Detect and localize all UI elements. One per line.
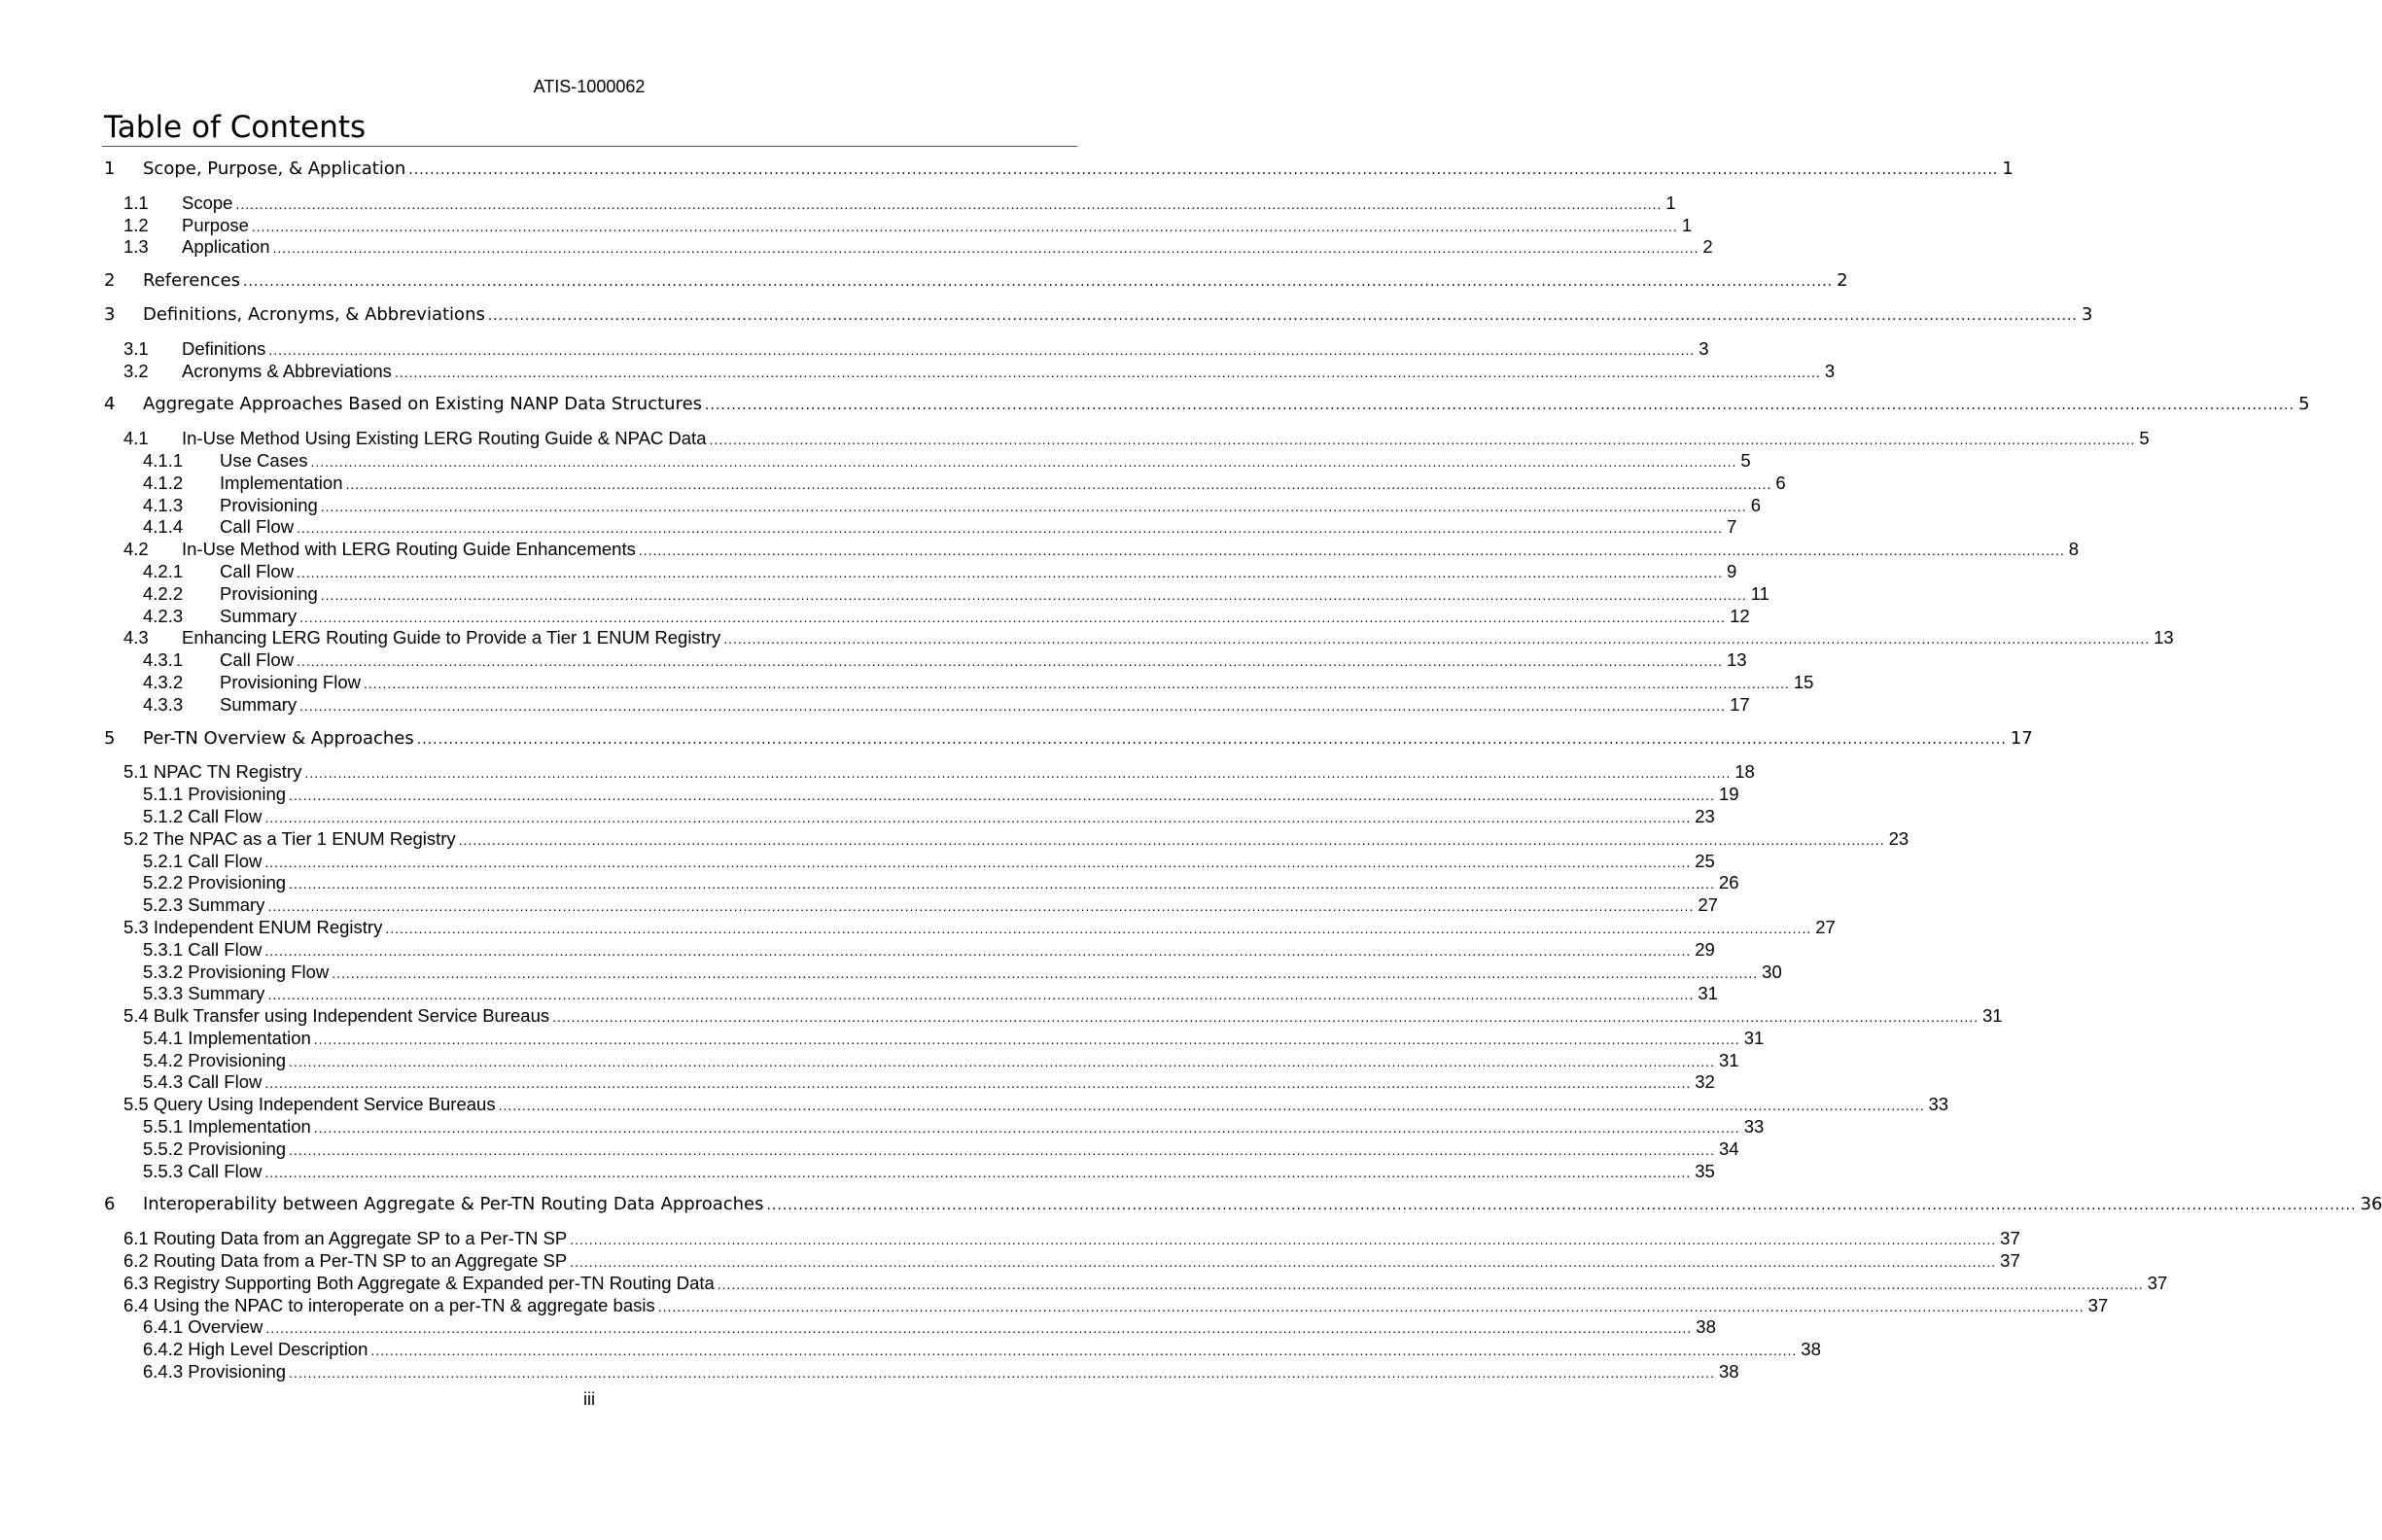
toc-entry-number: 1.3 [123,236,149,258]
toc-entry-number: 4.1.3 [143,494,184,515]
toc-entry-title: Per-TN Overview & Approaches [143,728,417,751]
toc-entry[interactable] [0,983,1718,1005]
toc-entry[interactable] [0,472,1786,495]
toc-entry[interactable] [0,236,1713,259]
toc-entry-number: 4.2.2 [143,582,184,604]
toc-entry-page: 5 [2294,394,2309,416]
toc-entry-title: 5.4.1 Implementation [143,1028,314,1050]
dot-leader: ............................................................................................................................................................................................................................................................................................................ [289,788,1715,804]
dot-leader: ............................................................................................................................................................................................................................................................................................................ [458,831,1885,848]
toc-entry-page: 3 [1821,361,1835,383]
toc-entry-number: 4 [104,394,116,415]
dot-leader: ............................................................................................................................................................................................................................................................................................................ [310,453,1737,470]
dot-leader: ............................................................................................................................................................................................................................................................................................................ [289,1365,1715,1382]
toc-entry-page: 31 [1715,1050,1739,1072]
dot-leader: ............................................................................................................................................................................................................................................................................................................ [705,398,2295,414]
dot-leader: ............................................................................................................................................................................................................................................................................................................ [370,1343,1798,1359]
toc-entry-title: 5.2 The NPAC as a Tier 1 ENUM Registry [123,828,459,851]
toc-entry-page: 31 [1694,983,1718,1005]
dot-leader: ............................................................................................................................................................................................................................................................................................................ [385,920,1812,936]
toc-entry[interactable] [0,671,1814,694]
toc-entry-number: 4.3.3 [143,693,184,715]
toc-entry-title: Use Cases [220,450,310,472]
toc-entry-number: 4.2.3 [143,605,184,626]
toc-entry[interactable] [0,449,1751,472]
toc-entry-page: 37 [1996,1228,2020,1250]
dot-leader: ............................................................................................................................................................................................................................................................................................................ [297,520,1723,537]
dot-leader: ............................................................................................................................................................................................................................................................................................................ [332,964,1759,981]
dot-leader: ............................................................................................................................................................................................................................................................................................................ [313,1031,1740,1047]
toc-entry-title: 6.3 Registry Supporting Both Aggregate & Expanded per-TN Routing Data [123,1273,718,1295]
toc-entry-title: 5.1.2 Call Flow [143,806,264,828]
toc-entry-page: 23 [1691,806,1715,828]
toc-entry-title: Definitions, Acronyms, & Abbreviations [143,304,488,327]
toc-entry-number: 3.1 [123,337,149,359]
toc-entry[interactable] [0,1071,1715,1094]
toc-entry[interactable] [0,784,1739,806]
dot-leader: ............................................................................................................................................................................................................................................................................................................ [638,542,2065,559]
dot-leader: ............................................................................................................................................................................................................................................................................................................ [267,987,1695,1003]
toc-entry-title: Call Flow [220,649,297,672]
toc-entry-page: 25 [1691,851,1715,873]
toc-entry-number: 4.1.1 [143,449,184,471]
dot-leader: ............................................................................................................................................................................................................................................................................................................ [313,1120,1740,1137]
toc-entry-title: 5.5.2 Provisioning [143,1138,289,1161]
toc-entry-page: 37 [2084,1295,2109,1317]
toc-entry-number: 3 [104,303,116,325]
toc-entry-title: 5.1 NPAC TN Registry [123,761,304,784]
toc-entry-title: 5.5.3 Call Flow [143,1161,264,1183]
toc-entry[interactable] [0,916,1836,939]
toc-entry[interactable] [0,1094,1949,1116]
dot-leader: ............................................................................................................................................................................................................................................................................................................ [297,653,1723,670]
toc-entry-page: 38 [1797,1339,1821,1361]
dot-leader: ............................................................................................................................................................................................................................................................................................................ [363,675,1790,691]
toc-entry-title: 5.2.2 Provisioning [143,872,289,894]
toc-entry-page: 26 [1715,872,1739,894]
toc-entry[interactable] [0,1361,1739,1383]
toc-entry-page: 6 [1747,495,1761,517]
toc-entry[interactable] [0,850,1715,873]
toc-entry[interactable] [0,560,1737,583]
dot-leader: ............................................................................................................................................................................................................................................................................................................ [345,475,1772,492]
toc-entry-title: 6.4.3 Provisioning [143,1361,289,1383]
toc-entry[interactable] [0,192,1676,215]
toc-entry[interactable] [0,270,1848,293]
toc-entry[interactable] [0,693,1750,717]
toc-entry-page: 37 [1996,1250,2020,1273]
toc-entry[interactable] [0,1027,1765,1050]
dot-leader: ............................................................................................................................................................................................................................................................................................................ [264,1075,1692,1092]
toc-entry-number: 2 [104,270,116,292]
toc-entry-page: 37 [2144,1273,2168,1295]
toc-entry-page: 5 [1736,450,1750,472]
toc-entry-title: 5.4.3 Call Flow [143,1071,264,1094]
toc-entry-title: Summary [220,606,299,628]
dot-leader: ............................................................................................................................................................................................................................................................................................................ [272,240,1699,257]
toc-entry-page: 18 [1731,761,1755,784]
toc-entry-page: 11 [1747,583,1769,606]
toc-entry[interactable] [0,516,1737,539]
toc-entry[interactable] [0,214,1693,237]
toc-entry-title: Provisioning [220,495,321,517]
dot-leader: ............................................................................................................................................................................................................................................................................................................ [235,195,1663,212]
toc-entry-title: Call Flow [220,516,297,539]
toc-entry[interactable] [0,649,1747,672]
toc-entry[interactable] [0,1339,1821,1361]
dot-leader: ............................................................................................................................................................................................................................................................................................................ [766,1198,2357,1214]
toc-entry-title: Aggregate Approaches Based on Existing NANP Data Structures [143,394,705,416]
dot-leader: ............................................................................................................................................................................................................................................................................................................ [265,1320,1693,1337]
toc-entry-page: 7 [1723,516,1736,539]
dot-leader: ............................................................................................................................................................................................................................................................................................................ [416,731,2007,748]
toc-entry-title: Purpose [182,215,252,237]
toc-entry-number: 3.2 [123,360,149,381]
toc-entry-title: 5.3.2 Provisioning Flow [143,962,332,984]
toc-entry-title: In-Use Method with LERG Routing Guide Enhancements [182,539,639,561]
toc-entry-title: Acronyms & Abbreviations [182,361,395,383]
toc-entry-page: 1 [1662,192,1675,215]
toc-entry[interactable] [0,1316,1716,1339]
toc-entry[interactable] [0,360,1836,383]
dot-leader: ............................................................................................................................................................................................................................................................................................................ [289,1141,1715,1158]
dot-leader: ............................................................................................................................................................................................................................................................................................................ [267,898,1695,915]
toc-entry-page: 9 [1723,561,1736,583]
toc-entry-title: 6.2 Routing Data from a Per-TN SP to an Aggregate SP [123,1250,570,1273]
dot-leader: ............................................................................................................................................................................................................................................................................................................ [394,364,1821,380]
toc-entry-title: 6.4 Using the NPAC to interoperate on a per-TN & aggregate basis [123,1295,658,1317]
toc-entry-page: 2 [1699,236,1712,259]
toc-entry-page: 6 [1771,472,1785,495]
toc-entry-number: 4.2 [123,539,149,560]
toc-entry-title: 5.5.1 Implementation [143,1116,314,1138]
toc-entry-page: 38 [1692,1316,1716,1339]
page-number: iii [583,1389,595,1409]
toc-entry-page: 8 [2065,539,2079,561]
toc-entry-page: 19 [1715,784,1739,806]
toc-entry-page: 27 [1694,894,1718,917]
dot-leader: ............................................................................................................................................................................................................................................................................................................ [304,765,1732,782]
toc-title: Table of Contents [104,110,367,145]
toc-entry-title: Scope [182,192,235,215]
toc-entry[interactable] [0,337,1709,361]
toc-entry[interactable] [0,827,1909,851]
toc-entry-page: 33 [1924,1094,1948,1116]
toc-entry-title: Provisioning Flow [220,672,364,694]
toc-entry-title: 5.4.2 Provisioning [143,1050,289,1072]
toc-entry-page: 5 [2135,428,2149,450]
toc-entry-page: 2 [1833,270,1847,293]
toc-entry-number: 4.3.2 [143,671,184,692]
toc-entry-page: 1 [1678,215,1692,237]
toc-entry-title: 6.4.1 Overview [143,1316,265,1339]
toc-entry-title: Application [182,236,273,259]
toc-entry[interactable] [0,961,1782,984]
toc-entry-title: Definitions [182,338,268,361]
toc-entry-title: 5.3 Independent ENUM Registry [123,917,385,939]
toc-entry[interactable] [0,428,2150,450]
toc-entry[interactable] [0,938,1715,962]
dot-leader: ............................................................................................................................................................................................................................................................................................................ [320,498,1747,514]
toc-entry[interactable] [0,539,2080,561]
toc-entry[interactable] [0,605,1750,628]
toc-entry[interactable] [0,627,2174,649]
toc-entry-number: 4.2.1 [143,560,184,581]
toc-entry-page: 17 [1726,694,1750,717]
toc-entry-title: Scope, Purpose, & Application [143,158,408,181]
toc-entry[interactable] [0,727,2033,751]
toc-entry-page: 35 [1691,1161,1715,1183]
toc-entry-page: 29 [1691,939,1715,962]
dot-leader: ............................................................................................................................................................................................................................................................................................................ [408,162,1999,178]
toc-entry[interactable] [0,303,2093,327]
toc-entry-title: Provisioning [220,583,321,606]
toc-entry-number: 4.3.1 [143,649,184,671]
dot-leader: ............................................................................................................................................................................................................................................................................................................ [289,1053,1715,1069]
dot-leader: ............................................................................................................................................................................................................................................................................................................ [570,1232,1997,1248]
toc-entry-page: 1 [1998,158,2013,181]
toc-entry-title: Implementation [220,472,345,495]
toc-entry-page: 23 [1885,828,1909,851]
toc-entry-number: 4.1.4 [143,516,184,538]
toc-entry[interactable] [0,1160,1715,1183]
toc-entry-title: 5.2.3 Summary [143,894,267,917]
dot-leader: ............................................................................................................................................................................................................................................................................................................ [251,218,1678,234]
toc-entry-title: Call Flow [220,561,297,583]
toc-entry-number: 6 [104,1194,116,1215]
toc-entry-page: 3 [1695,338,1708,361]
toc-entry-page: 31 [1979,1005,2003,1028]
toc-entry[interactable] [0,894,1718,917]
dot-leader: ............................................................................................................................................................................................................................................................................................................ [264,854,1692,870]
toc-entry[interactable] [0,805,1715,828]
toc-entry-page: 36 [2357,1194,2382,1216]
toc-entry[interactable] [0,582,1769,606]
toc-entry-page: 32 [1691,1071,1715,1094]
toc-entry[interactable] [0,1049,1739,1072]
dot-leader: ............................................................................................................................................................................................................................................................................................................ [299,697,1727,714]
toc-entry[interactable] [0,1250,2020,1273]
dot-leader: ............................................................................................................................................................................................................................................................................................................ [498,1098,1925,1114]
toc-entry[interactable] [0,158,2014,181]
toc-entry[interactable] [0,1005,2003,1028]
document-id-header: ATIS-1000062 [533,77,646,96]
toc-entry-title: In-Use Method Using Existing LERG Routing Guide & NPAC Data [182,428,709,450]
dot-leader: ............................................................................................................................................................................................................................................................................................................ [709,432,2136,448]
toc-entry-page: 31 [1740,1028,1765,1050]
toc-entry-title: 6.1 Routing Data from an Aggregate SP to a Per-TN SP [123,1228,570,1250]
toc-entry-page: 12 [1726,606,1750,628]
dot-leader: ............................................................................................................................................................................................................................................................................................................ [552,1009,1979,1026]
title-divider [102,146,1077,147]
dot-leader: ............................................................................................................................................................................................................................................................................................................ [243,274,1834,291]
toc-entry-title: References [143,270,243,293]
toc-entry[interactable] [0,1138,1739,1161]
toc-entry-number: 1.1 [123,192,149,213]
toc-entry-title: Summary [220,694,299,717]
toc-entry-page: 34 [1715,1138,1739,1161]
dot-leader: ............................................................................................................................................................................................................................................................................................................ [297,564,1723,580]
toc-entry-number: 5 [104,727,116,749]
toc-entry-page: 13 [1723,649,1747,672]
toc-entry-title: 5.1.1 Provisioning [143,784,289,806]
toc-entry-title: 5.5 Query Using Independent Service Bureaus [123,1094,499,1116]
toc-list [0,158,2382,1383]
dot-leader: ............................................................................................................................................................................................................................................................................................................ [264,1164,1692,1180]
dot-leader: ............................................................................................................................................................................................................................................................................................................ [717,1276,2144,1292]
toc-entry-title: 5.3.1 Call Flow [143,939,264,962]
toc-entry-number: 4.1.2 [143,472,184,493]
toc-entry-page: 30 [1758,962,1782,984]
toc-entry-title: 6.4.2 High Level Description [143,1339,370,1361]
toc-entry[interactable] [0,1294,2109,1317]
dot-leader: ............................................................................................................................................................................................................................................................................................................ [723,631,2151,648]
toc-entry-title: 5.3.3 Summary [143,983,267,1005]
toc-entry-page: 17 [2007,728,2033,751]
toc-entry-page: 15 [1790,672,1814,694]
toc-entry[interactable] [0,1228,2020,1250]
dot-leader: ............................................................................................................................................................................................................................................................................................................ [268,341,1696,358]
dot-leader: ............................................................................................................................................................................................................................................................................................................ [570,1254,1997,1271]
dot-leader: ............................................................................................................................................................................................................................................................................................................ [264,809,1692,825]
toc-entry[interactable] [0,394,2310,416]
dot-leader: ............................................................................................................................................................................................................................................................................................................ [657,1298,2084,1314]
toc-entry-page: 27 [1811,917,1836,939]
toc-entry-title: Enhancing LERG Routing Guide to Provide a Tier 1 ENUM Registry [182,627,723,649]
dot-leader: ............................................................................................................................................................................................................................................................................................................ [264,942,1692,959]
toc-entry-title: Interoperability between Aggregate & Per-TN Routing Data Approaches [143,1194,767,1216]
toc-entry-number: 1 [104,158,116,179]
toc-entry-number: 4.1 [123,428,149,449]
toc-entry[interactable] [0,761,1755,784]
toc-entry-title: 5.2.1 Call Flow [143,851,264,873]
toc-entry[interactable] [0,1194,2382,1216]
dot-leader: ............................................................................................................................................................................................................................................................................................................ [289,876,1715,892]
toc-entry-title: 5.4 Bulk Transfer using Independent Service Bureaus [123,1005,552,1028]
toc-entry-page: 38 [1715,1361,1739,1383]
toc-entry[interactable] [0,1272,2168,1295]
toc-entry[interactable] [0,872,1739,894]
dot-leader: ............................................................................................................................................................................................................................................................................................................ [320,586,1747,603]
toc-entry-number: 1.2 [123,214,149,235]
dot-leader: ............................................................................................................................................................................................................................................................................................................ [299,609,1727,625]
toc-entry-number: 4.3 [123,627,149,648]
toc-entry-page: 33 [1740,1116,1765,1138]
toc-entry-page: 13 [2150,627,2174,649]
toc-entry-page: 3 [2078,304,2092,327]
toc-entry[interactable] [0,494,1761,517]
toc-entry[interactable] [0,1116,1765,1138]
dot-leader: ............................................................................................................................................................................................................................................................................................................ [487,307,2078,324]
